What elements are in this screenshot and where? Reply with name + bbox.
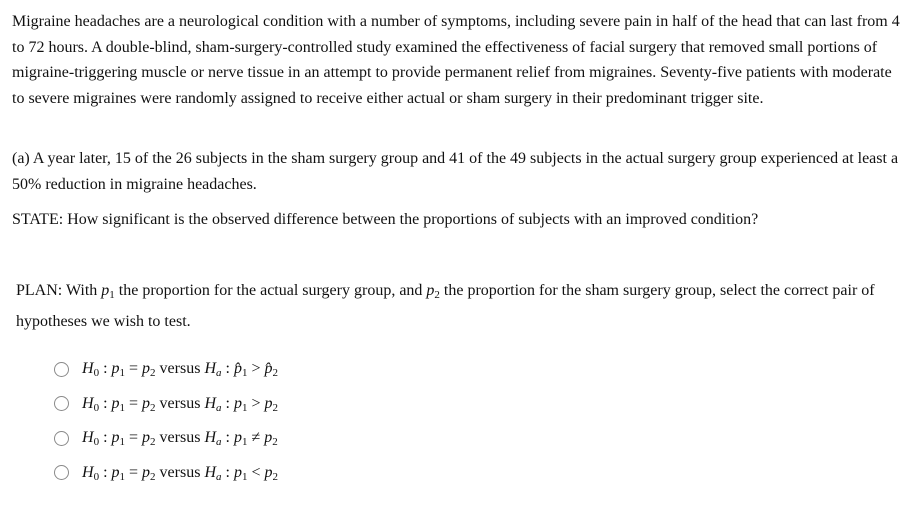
- hypothesis-label: $H_0$ : $p_1 = p_2$ versus $H_a$ : $p_1 \ne p_2$: [82, 429, 278, 449]
- plan-p1-sub: 1: [109, 289, 115, 301]
- plan-paragraph: [16, 275, 896, 337]
- plan-p2: p: [426, 282, 435, 299]
- hypothesis-option-2[interactable]: [54, 387, 278, 422]
- plan-middle: the proportion for the actual surgery group, and: [114, 282, 427, 299]
- part-a-paragraph: (a) A year later, 15 of the 26 subjects in the sham surgery group and 41 of the 49 subjects in the actual surgery group experienced at least a 50% reduction in migraine headaches.: [12, 150, 899, 193]
- hypothesis-option-4[interactable]: [54, 456, 278, 491]
- radio-button[interactable]: [54, 465, 69, 480]
- plan-prefix: PLAN: With: [16, 282, 102, 299]
- intro-paragraph: Migraine headaches are a neurological condition with a number of symptoms, including severe pain in half of the head that can last from 4 to 72 hours. A double-blind, sham-surgery-controlled study examined the effectiveness of facial surgery that removed small portions of migraine-triggering muscle or nerve tissue in an attempt to provide permanent relief from migraines. Seventy-five patients with moderate to severe migraines were randomly assigned to receive either actual or sham surgery in their predominant trigger site.: [12, 13, 900, 107]
- radio-button[interactable]: [54, 362, 69, 377]
- hypothesis-label: $H_0$ : $p_1 = p_2$ versus $H_a$ : $p_1 < p_2$: [82, 463, 278, 483]
- state-paragraph: STATE: How significant is the observed difference between the proportions of subjects with an improved condition?: [12, 211, 759, 228]
- plan-suffix: the proportion for the sham surgery group, select the correct pair of hypotheses we wish to test.: [16, 282, 875, 330]
- plan-p1: p: [101, 282, 110, 299]
- hypothesis-option-3[interactable]: [54, 421, 278, 456]
- hypothesis-options: [54, 352, 278, 490]
- hypothesis-label: $H_0$ : $p_1 = p_2$ versus $H_a$ : $p̂_1$ > $p̂_2$: [82, 360, 278, 380]
- hypothesis-label: $H_0$ : $p_1 = p_2$ versus $H_a$ : $p_1 > p_2$: [82, 394, 278, 414]
- radio-button[interactable]: [54, 431, 69, 446]
- hypothesis-option-1[interactable]: [54, 352, 278, 387]
- plan-p2-sub: 2: [434, 289, 440, 301]
- radio-button[interactable]: [54, 396, 69, 411]
